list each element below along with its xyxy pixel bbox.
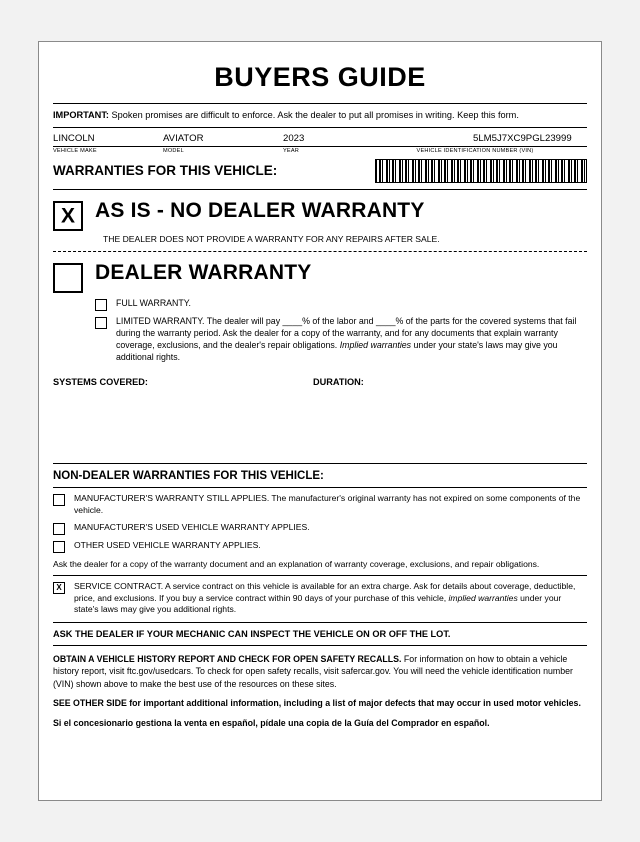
manufacturer-used-warranty-label: MANUFACTURER'S USED VEHICLE WARRANTY APPLIES. — [74, 521, 310, 532]
divider-below-non-dealer-header — [53, 487, 587, 488]
systems-duration-blank-area — [53, 387, 587, 457]
systems-duration-row — [53, 377, 587, 387]
vehicle-model-value: AVIATOR — [163, 132, 204, 144]
vehicle-model-label: MODEL — [163, 147, 184, 154]
manufacturer-warranty-checkbox[interactable] — [53, 494, 65, 506]
other-side-rest: for important additional information, including a list of major defects that may occur in used motor vehicles. — [126, 697, 581, 708]
limited-warranty-italic: Implied warranties — [339, 339, 412, 350]
divider-above-vehicle — [53, 127, 587, 128]
vehicle-year-value: 2023 — [283, 132, 305, 144]
vehicle-history-rest: For information on how to obtain a vehicle history report, visit ftc.gov/usedcars. To check for open safety recalls, visit safercar.gov. You will need the vehicle identification number (VIN) shown above to make the best use of the resources on these sites. — [53, 654, 573, 689]
divider-below-warranties-header — [53, 189, 587, 190]
vehicle-make-label: VEHICLE MAKE — [53, 147, 97, 154]
non-dealer-item-0 — [53, 493, 587, 516]
other-used-warranty-label: OTHER USED VEHICLE WARRANTY APPLIES. — [74, 539, 261, 550]
divider-above-footer — [53, 622, 587, 623]
vehicle-year-label: YEAR — [283, 147, 300, 154]
warranties-header: WARRANTIES FOR THIS VEHICLE: — [53, 163, 278, 179]
vehicle-history-bold: OBTAIN A VEHICLE HISTORY REPORT AND CHECK FOR OPEN SAFETY RECALLS. — [53, 654, 402, 665]
important-text: Spoken promises are difficult to enforce. Ask the dealer to put all promises in writing. Keep this form. — [111, 110, 519, 120]
warranties-header-row — [53, 159, 587, 183]
important-label: IMPORTANT: — [53, 110, 109, 120]
full-warranty-label: FULL WARRANTY. — [116, 297, 191, 308]
service-contract-checkbox[interactable] — [53, 582, 65, 594]
mechanic-inspection-line: ASK THE DEALER IF YOUR MECHANIC CAN INSPECT THE VEHICLE ON OR OFF THE LOT. — [53, 629, 451, 640]
full-warranty-row — [95, 298, 587, 311]
vehicle-make — [53, 133, 163, 155]
vehicle-vin-value: 5LM5J7XC9PGL23999 — [473, 132, 572, 144]
divider-top — [53, 103, 587, 104]
vehicle-history-paragraph — [53, 653, 587, 690]
non-dealer-header: NON-DEALER WARRANTIES FOR THIS VEHICLE: — [53, 470, 324, 483]
vehicle-year — [283, 133, 363, 155]
vehicle-info-row — [53, 133, 587, 155]
limited-warranty-text-b: under your state's laws may give you additional rights. — [116, 339, 558, 362]
limited-warranty-text-a: LIMITED WARRANTY. The dealer will pay ____% of the labor and ____% of the parts for the covered systems that fail during the warranty period. Ask the dealer for a copy of the warranty, and for any documents that explain warranty coverage, exclusions, and the dealer's repair obligations. — [116, 315, 577, 350]
limited-warranty-row — [95, 316, 587, 364]
duration-label: DURATION: — [313, 377, 364, 388]
non-dealer-item-2 — [53, 540, 587, 553]
vehicle-vin — [363, 133, 587, 155]
divider-above-service-contract — [53, 575, 587, 576]
manufacturer-used-warranty-checkbox[interactable] — [53, 523, 65, 535]
divider-below-mechanic — [53, 645, 587, 646]
service-contract-text-b: under your state's laws may give you additional rights. — [74, 592, 562, 615]
limited-warranty-label — [116, 316, 587, 364]
as-is-heading: AS IS - NO DEALER WARRANTY — [95, 198, 425, 222]
other-side-bold: SEE OTHER SIDE — [53, 697, 127, 708]
service-contract-label — [74, 581, 587, 616]
vehicle-vin-label: VEHICLE IDENTIFICATION NUMBER (VIN) — [416, 147, 534, 154]
limited-warranty-checkbox[interactable] — [95, 317, 107, 329]
non-dealer-note: Ask the dealer for a copy of the warranty document and an explanation of warranty coverage, exclusions, and repair obligations. — [53, 558, 540, 569]
vehicle-make-value: LINCOLN — [53, 132, 95, 144]
systems-covered-label: SYSTEMS COVERED: — [53, 377, 148, 388]
other-used-warranty-checkbox[interactable] — [53, 541, 65, 553]
dealer-warranty-heading: DEALER WARRANTY — [95, 260, 312, 284]
service-contract-italic: implied warranties — [448, 592, 518, 603]
spanish-notice: Si el concesionario gestiona la venta en español, pídale una copia de la Guía del Comprador en español. — [53, 718, 490, 729]
as-is-subtext: THE DEALER DOES NOT PROVIDE A WARRANTY FOR ANY REPAIRS AFTER SALE. — [103, 233, 440, 244]
manufacturer-warranty-label: MANUFACTURER'S WARRANTY STILL APPLIES. The manufacturer's original warranty has not expired on some components of the vehicle. — [74, 493, 581, 516]
dealer-warranty-checkbox[interactable] — [53, 263, 83, 293]
vehicle-model — [163, 133, 283, 155]
important-notice — [53, 110, 587, 122]
buyers-guide-document — [38, 41, 602, 801]
non-dealer-item-1 — [53, 522, 587, 535]
vin-barcode-icon — [375, 159, 587, 183]
as-is-row — [53, 200, 587, 231]
service-contract-text-a: SERVICE CONTRACT. A service contract on this vehicle is available for an extra charge. Ask for details about coverage, deductible, price, and exclusions. If you buy a service contract within 90 days of your purchase of this vehicle, — [74, 581, 576, 603]
service-contract-row — [53, 581, 587, 616]
as-is-checkbox[interactable] — [53, 201, 83, 231]
page-title: BUYERS GUIDE — [214, 62, 426, 92]
full-warranty-checkbox[interactable] — [95, 299, 107, 311]
divider-dashed — [53, 251, 587, 252]
dealer-warranty-row — [53, 262, 587, 293]
divider-above-non-dealer — [53, 463, 587, 464]
other-side-paragraph — [53, 697, 587, 709]
